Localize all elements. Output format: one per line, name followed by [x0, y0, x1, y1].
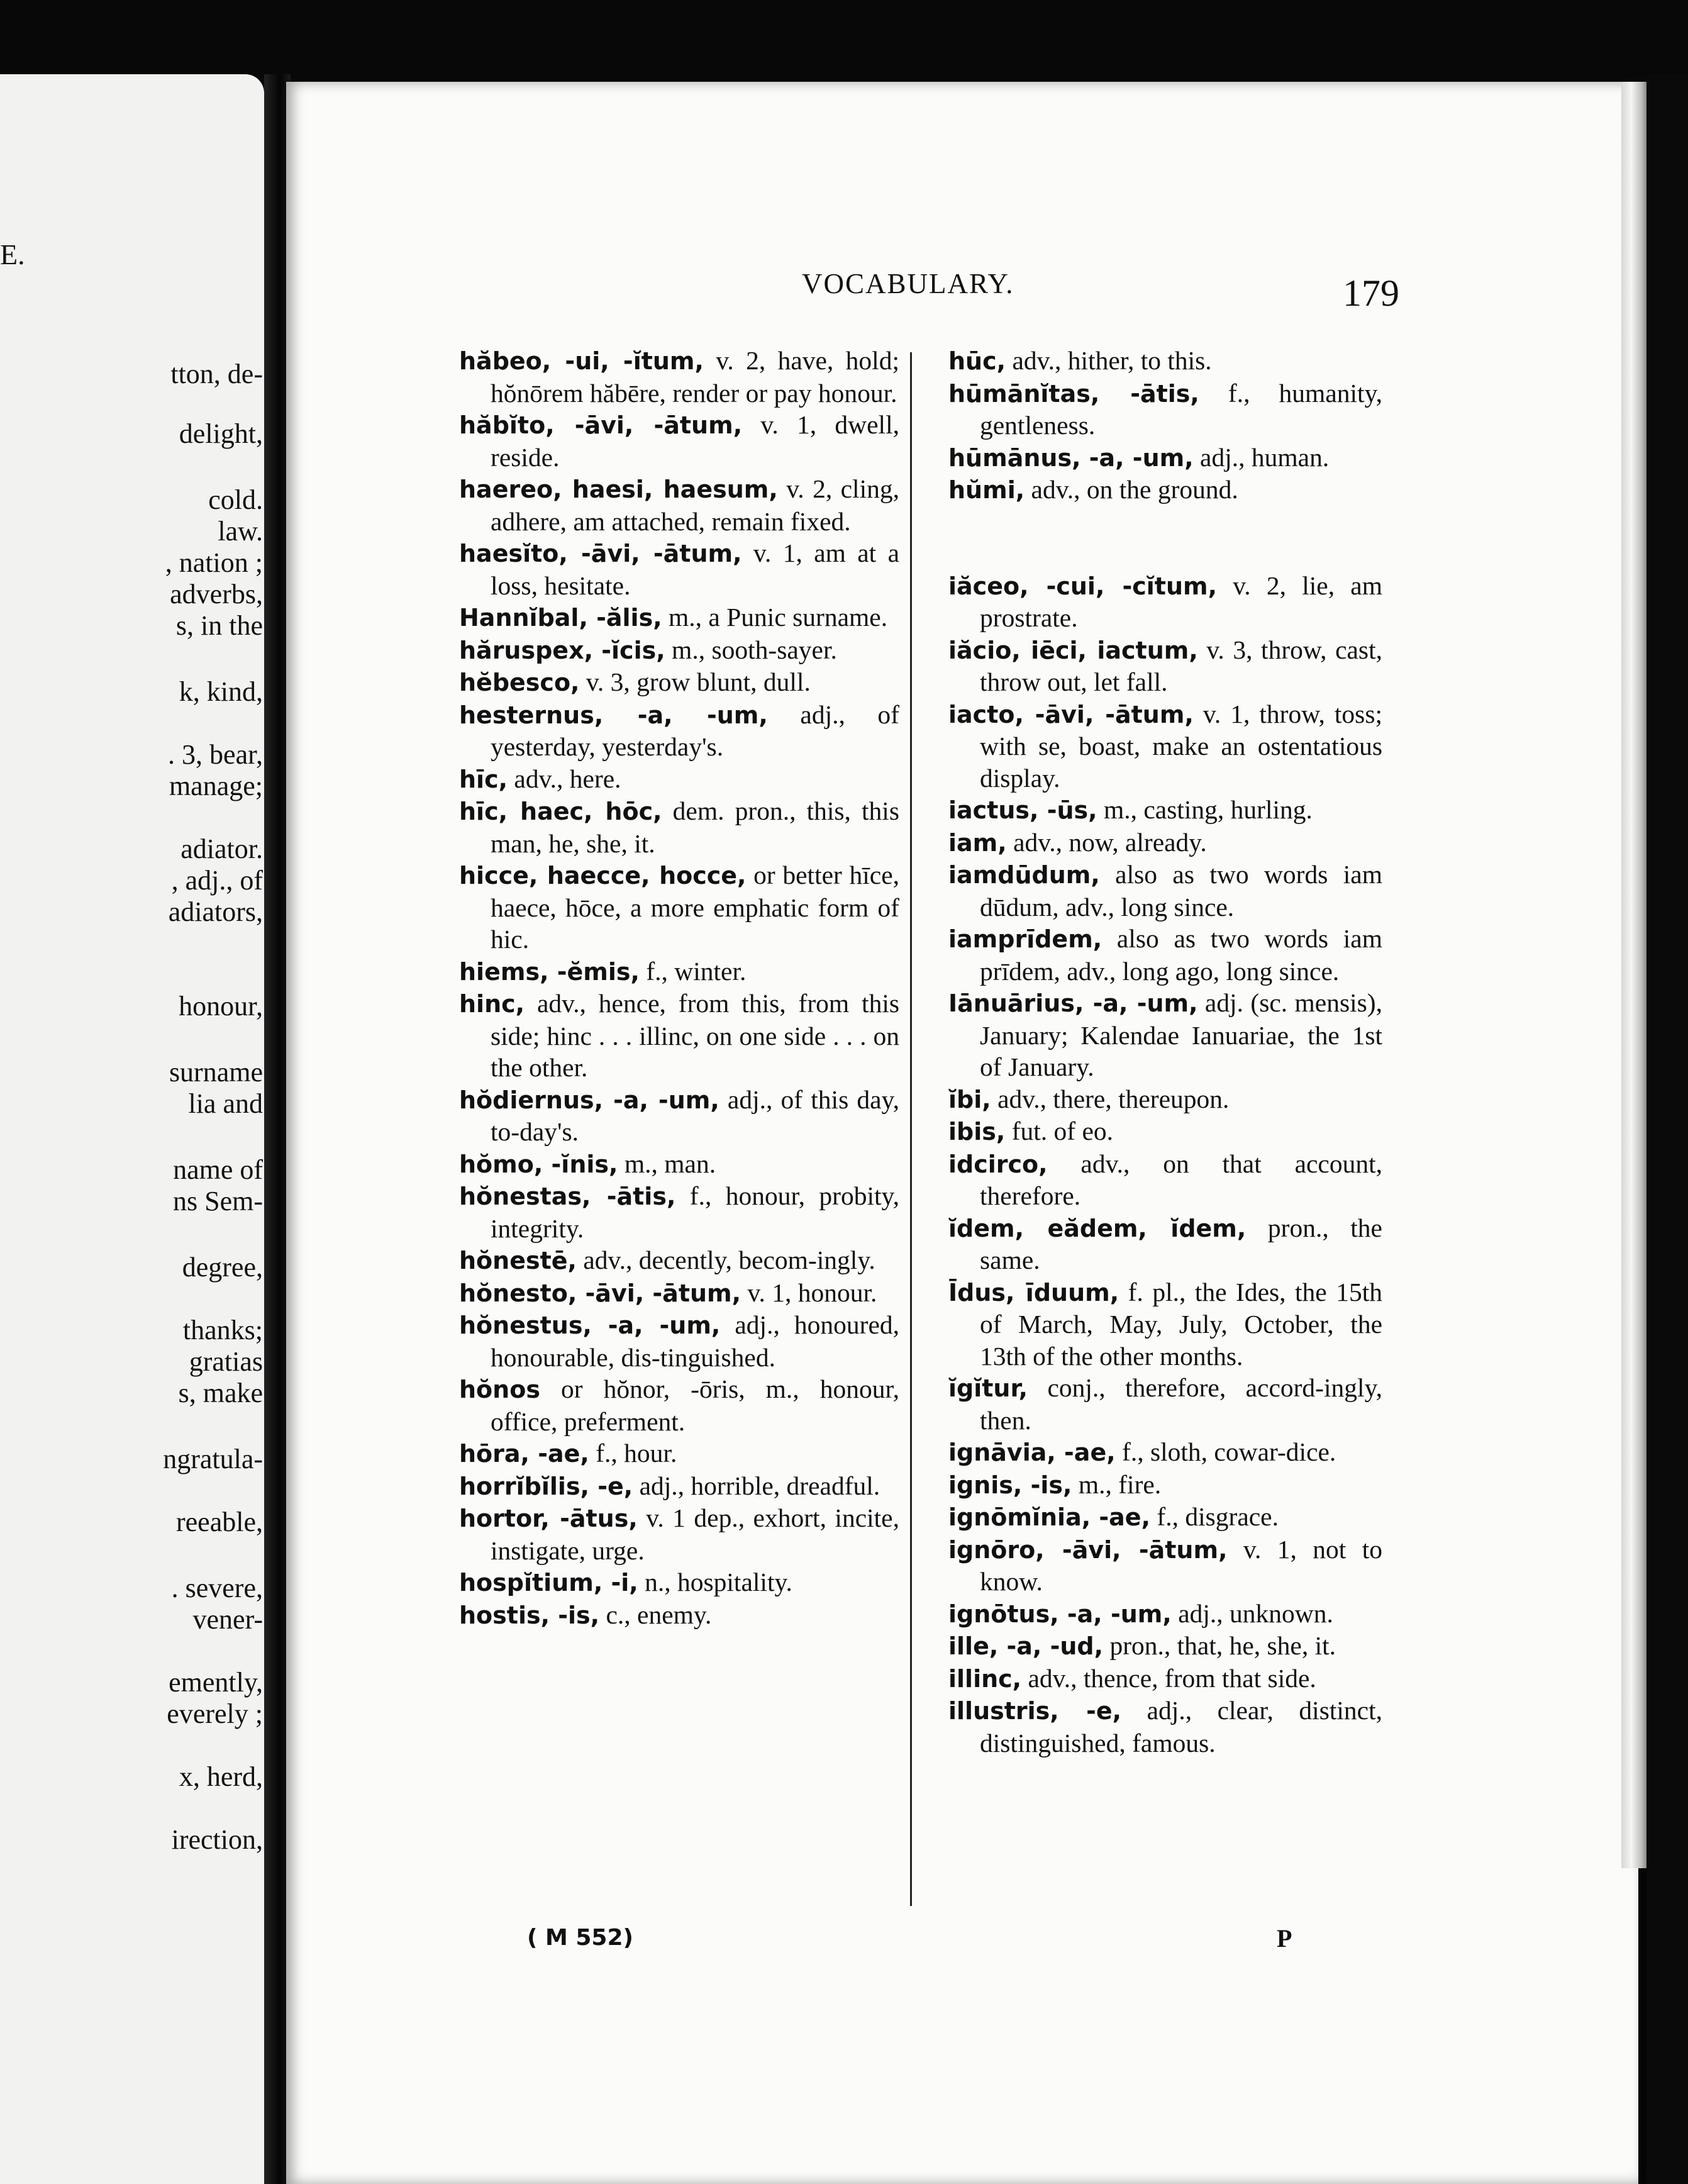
definition: adj., clear, distinct, distinguished, famous. [980, 1696, 1382, 1758]
fragment-line: adverbs, [170, 579, 263, 610]
dictionary-entry [459, 1566, 899, 1599]
dictionary-entry [948, 1148, 1382, 1212]
definition: adv., hence, from this, from this side; hinc . . . illinc, on one side . . . on the other. [491, 989, 899, 1082]
definition: f., hour. [589, 1439, 677, 1468]
dictionary-entry [948, 923, 1382, 987]
column-rule [910, 352, 912, 1906]
dictionary-entry [948, 570, 1382, 634]
definition: adv., hither, to this. [1006, 346, 1212, 375]
left-page [0, 74, 264, 2184]
definition: v. 1, dwell, reside. [491, 410, 899, 472]
headword: Hannĭbal, -ălis, [459, 604, 662, 632]
fragment-line: k, kind, [179, 676, 263, 707]
definition: v. 1, am at a loss, hesitate. [491, 538, 899, 600]
definition: v. 2, cling, adhere, am attached, remain fixed. [491, 474, 899, 536]
headword: hŏnesto, -āvi, -ātum, [459, 1279, 741, 1307]
dictionary-entry [948, 634, 1382, 698]
headword: hŭmi, [948, 476, 1025, 504]
dictionary-entry [459, 795, 899, 859]
headword: hŏnestas, -ātis, [459, 1183, 676, 1210]
definition: v. 1 dep., exhort, incite, instigate, urge. [491, 1503, 899, 1565]
definition: m., sooth-sayer. [665, 635, 837, 664]
headword: ille, -a, -ud, [948, 1632, 1104, 1660]
dictionary-entry [459, 1180, 899, 1244]
fragment-line: irection, [171, 1824, 263, 1855]
dictionary-entry [948, 442, 1382, 474]
headword: ibis, [948, 1118, 1006, 1145]
dictionary-entry [948, 698, 1382, 794]
fragment-line: everely ; [167, 1698, 263, 1729]
definition: adv., on that account, therefore. [980, 1149, 1382, 1210]
dictionary-entry [948, 1598, 1382, 1630]
fragment-line: surname [169, 1057, 263, 1088]
fragment-line: , adj., of [171, 865, 263, 896]
definition: fut. of eo. [1005, 1117, 1114, 1145]
headword: ĭdem, eădem, ĭdem, [948, 1214, 1247, 1242]
fragment-line: x, herd, [179, 1761, 263, 1792]
headword: hīc, [459, 765, 508, 793]
dictionary-entry [459, 1437, 899, 1470]
headword: hīc, haec, hōc, [459, 798, 662, 825]
definition: f., honour, probity, integrity. [491, 1181, 899, 1243]
dictionary-entry [459, 1470, 899, 1503]
headword: ignōmĭnia, -ae, [948, 1503, 1151, 1531]
dictionary-entry [459, 666, 899, 699]
fragment-line: . severe, [171, 1573, 263, 1603]
headword: iăceo, -cui, -cĭtum, [948, 572, 1218, 600]
headword: hospĭtium, -i, [459, 1569, 638, 1596]
definition: adv., there, thereupon. [991, 1084, 1230, 1113]
page-number: 179 [1343, 272, 1399, 314]
dictionary-entry [948, 377, 1382, 442]
fragment-line: adiator. [180, 833, 263, 864]
dictionary-entry [948, 1695, 1382, 1759]
dictionary-entry [459, 988, 899, 1084]
headword: hostis, -is, [459, 1601, 600, 1629]
fragment-line: manage; [169, 771, 263, 801]
dictionary-entry [459, 1148, 899, 1181]
scan-background-right [1646, 74, 1688, 2184]
vocabulary-column-right [948, 345, 1382, 1759]
headword: hūmānus, -a, -um, [948, 443, 1194, 472]
dictionary-entry [948, 1469, 1382, 1502]
definition: m., a Punic surname. [662, 603, 888, 632]
headword: hŏnestus, -a, -um, [459, 1312, 721, 1339]
fragment-line: delight, [179, 418, 263, 449]
headword: iactus, -ūs, [948, 796, 1097, 824]
fragment-line: vener- [192, 1604, 263, 1635]
definition: adj., of this day, to-day's. [491, 1084, 899, 1146]
fragment-line: cold. [208, 484, 263, 515]
definition: pron., the same. [980, 1213, 1382, 1274]
definition: v. 2, have, hold; hŏnōrem hăbēre, render or pay honour. [491, 346, 899, 408]
section-gap [948, 506, 1382, 570]
headword: ignōro, -āvi, -ātum, [948, 1535, 1228, 1564]
definition: adj., horrible, dreadful. [633, 1471, 880, 1500]
definition: n., hospitality. [638, 1568, 792, 1596]
fragment-line: reeable, [176, 1507, 263, 1537]
definition: v. 1, throw, toss; with se, boast, make an ostentatious display. [980, 699, 1382, 793]
definition: also as two words iam dūdum, adv., long since. [980, 860, 1382, 922]
headword: iam, [948, 828, 1007, 857]
fragment-heading: E. [0, 239, 25, 270]
fragment-line: lia and [188, 1088, 263, 1119]
dictionary-entry [948, 345, 1382, 377]
dictionary-entry [459, 956, 899, 988]
definition: f., disgrace. [1150, 1502, 1279, 1531]
running-header: VOCABULARY. [802, 268, 1014, 299]
headword: Iānuārius, -a, -um, [948, 989, 1198, 1017]
headword: hiems, -ĕmis, [459, 957, 640, 986]
headword: Īdus, īduum, [948, 1278, 1119, 1306]
dictionary-entry [948, 827, 1382, 859]
definition: v. 3, throw, cast, throw out, let fall. [980, 635, 1382, 696]
dictionary-entry [459, 1599, 899, 1632]
dictionary-entry [459, 1084, 899, 1148]
fragment-line: thanks; [182, 1315, 263, 1346]
entries-i [948, 570, 1382, 1759]
dictionary-entry [459, 1277, 899, 1310]
dictionary-entry [948, 1212, 1382, 1276]
fragment-line: , nation ; [165, 547, 263, 578]
fragment-line: ngratula- [163, 1444, 263, 1474]
headword: hortor, -ātus, [459, 1505, 638, 1532]
headword: hăruspex, -ĭcis, [459, 636, 665, 664]
definition: adv., here. [508, 764, 621, 793]
definition: adv., on the ground. [1024, 475, 1238, 504]
headword: hăbeo, -ui, -ĭtum, [459, 347, 704, 375]
fragment-line: tton, de- [170, 359, 263, 389]
fragment-line: emently, [169, 1667, 263, 1698]
fragment-line: . 3, bear, [168, 739, 263, 770]
scan-background-top [0, 0, 1688, 85]
definition: v. 1, not to know. [980, 1534, 1382, 1596]
dictionary-entry [948, 474, 1382, 506]
headword: hŏnos [459, 1376, 540, 1403]
dictionary-entry [948, 859, 1382, 923]
definition: v. 3, grow blunt, dull. [579, 667, 811, 696]
definition: adj., unknown. [1171, 1598, 1333, 1628]
definition: adv., decently, becom-ingly. [576, 1245, 875, 1274]
definition: v. 1, honour. [741, 1278, 877, 1307]
fragment-line: ns Sem- [173, 1186, 263, 1217]
headword: hŏmo, -ĭnis, [459, 1150, 618, 1178]
dictionary-entry [948, 1276, 1382, 1373]
dictionary-entry [948, 1663, 1382, 1695]
fragment-line: s, in the [175, 610, 263, 641]
definition: adv., thence, from that side. [1021, 1663, 1316, 1693]
headword: hŏnestē, [459, 1247, 577, 1274]
dictionary-entry [948, 1436, 1382, 1469]
definition: m., casting, hurling. [1097, 795, 1313, 824]
dictionary-entry [948, 1372, 1382, 1436]
dictionary-entry [459, 1502, 899, 1566]
definition: adv., now, already. [1006, 827, 1207, 857]
headword: iamdūdum, [948, 861, 1100, 889]
definition: adj., human. [1193, 442, 1330, 472]
definition: f., sloth, cowar-dice. [1115, 1437, 1336, 1466]
headword: iăcio, iēci, iactum, [948, 636, 1198, 664]
dictionary-entry [948, 1115, 1382, 1148]
dictionary-entry [459, 409, 899, 473]
definition: adj., of yesterday, yesterday's. [491, 699, 899, 761]
headword: hesternus, -a, -um, [459, 701, 768, 729]
dictionary-entry [459, 537, 899, 601]
headword: ĭbi, [948, 1085, 991, 1113]
headword: ignis, -is, [948, 1471, 1072, 1499]
headword: iacto, -āvi, -ātum, [948, 700, 1194, 728]
headword: ignāvia, -ae, [948, 1439, 1116, 1466]
fragment-line: s, make [178, 1378, 263, 1408]
dictionary-entry [948, 794, 1382, 827]
definition: f., winter. [639, 956, 747, 986]
dictionary-entry [459, 1373, 899, 1437]
definition: pron., that, he, she, it. [1103, 1631, 1336, 1660]
definition: m., man. [618, 1149, 716, 1178]
headword: ĭgĭtur, [948, 1374, 1028, 1402]
dictionary-entry [459, 859, 899, 956]
dictionary-entry [459, 699, 899, 763]
headword: hūmānĭtas, -ātis, [948, 379, 1199, 408]
definition: or better hīce, haece, hōce, a more emphatic form of hic. [491, 861, 899, 954]
dictionary-entry [459, 345, 899, 409]
fragment-line: degree, [182, 1252, 263, 1283]
fragment-line: gratias [189, 1346, 263, 1377]
definition: c., enemy. [599, 1600, 712, 1629]
dictionary-entry [459, 473, 899, 537]
headword: idcirco, [948, 1150, 1048, 1178]
signature-letter: P [1277, 1924, 1292, 1953]
definition: adj. (sc. mensis), January; Kalendae Ianuariae, the 1st of January. [980, 988, 1382, 1081]
definition: or hŏnor, -ōris, m., honour, office, preferment. [491, 1374, 899, 1436]
headword: illinc, [948, 1664, 1022, 1693]
headword: ignōtus, -a, -um, [948, 1600, 1172, 1628]
headword: hăbĭto, -āvi, -ātum, [459, 411, 743, 439]
page-edges [1621, 82, 1646, 1868]
dictionary-entry [459, 763, 899, 796]
headword: iamprīdem, [948, 925, 1102, 953]
fragment-line: honour, [179, 991, 263, 1022]
entries-h [948, 345, 1382, 506]
fragment-line: name of [173, 1154, 263, 1185]
definition: v. 2, lie, am prostrate. [980, 571, 1382, 632]
dictionary-entry [948, 1083, 1382, 1116]
dictionary-entry [948, 1630, 1382, 1663]
definition: also as two words iam prīdem, adv., long ago, long since. [980, 924, 1382, 986]
definition: m., fire. [1072, 1469, 1162, 1499]
definition: dem. pron., this, this man, he, she, it. [491, 796, 899, 858]
dictionary-entry [459, 634, 899, 667]
dictionary-entry [459, 601, 899, 634]
dictionary-entry [459, 1309, 899, 1373]
headword: hūc, [948, 347, 1006, 375]
definition: f. pl., the Ides, the 15th of March, May, July, October, the 13th of the other months. [980, 1277, 1382, 1371]
headword: horrĭbĭlis, -e, [459, 1472, 633, 1500]
headword: haesĭto, -āvi, -ātum, [459, 540, 742, 567]
fragment-line: adiators, [168, 896, 263, 927]
vocabulary-column-left [459, 345, 899, 1631]
headword: hicce, haecce, hocce, [459, 862, 747, 889]
definition: adj., honoured, honourable, dis-tinguished. [491, 1310, 899, 1372]
headword: hōra, -ae, [459, 1440, 589, 1468]
headword: hŏdiernus, -a, -um, [459, 1086, 719, 1114]
headword: illustris, -e, [948, 1697, 1122, 1725]
dictionary-entry [948, 987, 1382, 1083]
fragment-line: law. [218, 516, 263, 547]
headword: hinc, [459, 990, 525, 1018]
dictionary-entry [459, 1244, 899, 1277]
definition: conj., therefore, accord-ingly, then. [980, 1373, 1382, 1435]
headword: hĕbesco, [459, 669, 580, 696]
headword: haereo, haesi, haesum, [459, 476, 778, 503]
dictionary-entry [948, 1501, 1382, 1534]
dictionary-entry [948, 1534, 1382, 1598]
definition: f., humanity, gentleness. [980, 378, 1382, 440]
printer-signature: ( M 552) [527, 1925, 633, 1951]
